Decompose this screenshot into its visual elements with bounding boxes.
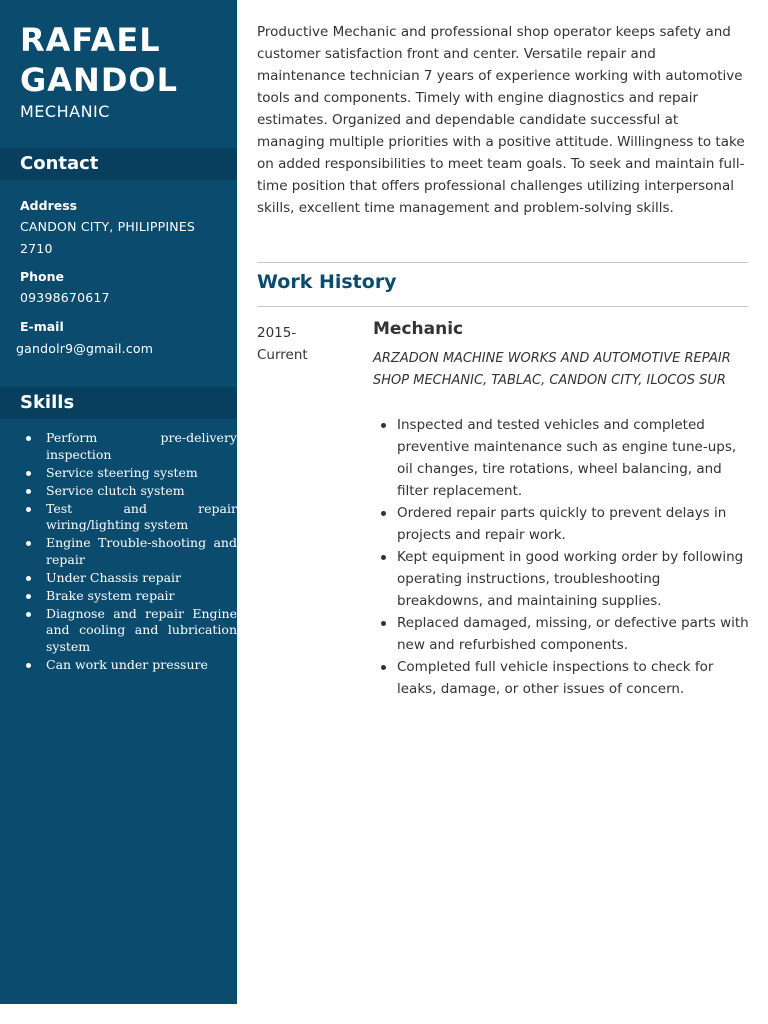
job-title-subtitle: MECHANIC bbox=[20, 102, 110, 121]
skill-item: Under Chassis repair bbox=[20, 570, 237, 587]
main-content bbox=[237, 0, 768, 1024]
skill-item: Service clutch system bbox=[20, 483, 237, 500]
skill-item: Can work under pressure bbox=[20, 657, 237, 674]
email-link[interactable]: gandolr9@gmail.com bbox=[16, 341, 154, 356]
address-label: Address bbox=[20, 198, 78, 213]
skill-item: Perform pre-delivery inspection bbox=[20, 430, 237, 463]
address-line-1: CANDON CITY, PHILIPPINES bbox=[20, 219, 196, 234]
skills-list bbox=[20, 430, 237, 675]
job-duties-list bbox=[373, 414, 749, 700]
duty-item: Kept equipment in good working order by following operating instructions, troubleshooting breakdowns, and maintaining supplies. bbox=[373, 546, 749, 612]
skill-item: Service steering system bbox=[20, 465, 237, 482]
duty-item: Ordered repair parts quickly to prevent delays in projects and repair work. bbox=[373, 502, 749, 546]
duty-item: Completed full vehicle inspections to check for leaks, damage, or other issues of concern. bbox=[373, 656, 749, 700]
skill-item: Test and repair wiring/lighting system bbox=[20, 501, 237, 534]
contact-heading: Contact bbox=[0, 148, 237, 180]
address-line-2: 2710 bbox=[20, 241, 53, 256]
last-name: GANDOL bbox=[20, 61, 178, 99]
skills-heading: Skills bbox=[0, 387, 237, 419]
job-title: Mechanic bbox=[373, 319, 464, 339]
section-divider bbox=[257, 306, 748, 307]
job-date-end: Current bbox=[257, 347, 308, 363]
skill-item: Engine Trouble-shooting and repair bbox=[20, 535, 237, 568]
job-date-start: 2015- bbox=[257, 325, 297, 341]
work-history-heading: Work History bbox=[257, 271, 397, 293]
employer-name: ARZADON MACHINE WORKS AND AUTOMOTIVE REPAIR SHOP MECHANIC, TABLAC, CANDON CITY, ILOCOS SUR bbox=[373, 351, 731, 388]
duty-item: Replaced damaged, missing, or defective parts with new and refurbished components. bbox=[373, 612, 749, 656]
duty-item: Inspected and tested vehicles and completed preventive maintenance such as engine tune-ups, oil changes, tire rotations, wheel balancing, and filter replacement. bbox=[373, 414, 749, 502]
sidebar bbox=[0, 0, 237, 1004]
section-divider bbox=[257, 262, 748, 263]
phone-value: 09398670617 bbox=[20, 290, 110, 305]
professional-summary: Productive Mechanic and professional shop operator keeps safety and customer satisfaction front and center. Versatile repair and maintenance technician 7 years of experience working with automotive tools and components. Timely with engine diagnostics and repair estimates. Organized and dependable candidate successful at managing multiple priorities with a positive attitude. Willingness to take on added responsibilities to meet team goals. To seek and maintain full-time position that offers professional challenges utilizing interpersonal skills, excellent time management and problem-solving skills. bbox=[257, 24, 745, 216]
email-label: E-mail bbox=[20, 319, 64, 334]
skill-item: Brake system repair bbox=[20, 588, 237, 605]
job-dates bbox=[257, 322, 337, 366]
phone-label: Phone bbox=[20, 269, 65, 284]
skill-item: Diagnose and repair Engine and cooling and lubrication system bbox=[20, 606, 237, 656]
first-name: RAFAEL bbox=[20, 21, 161, 59]
candidate-name bbox=[20, 20, 235, 100]
